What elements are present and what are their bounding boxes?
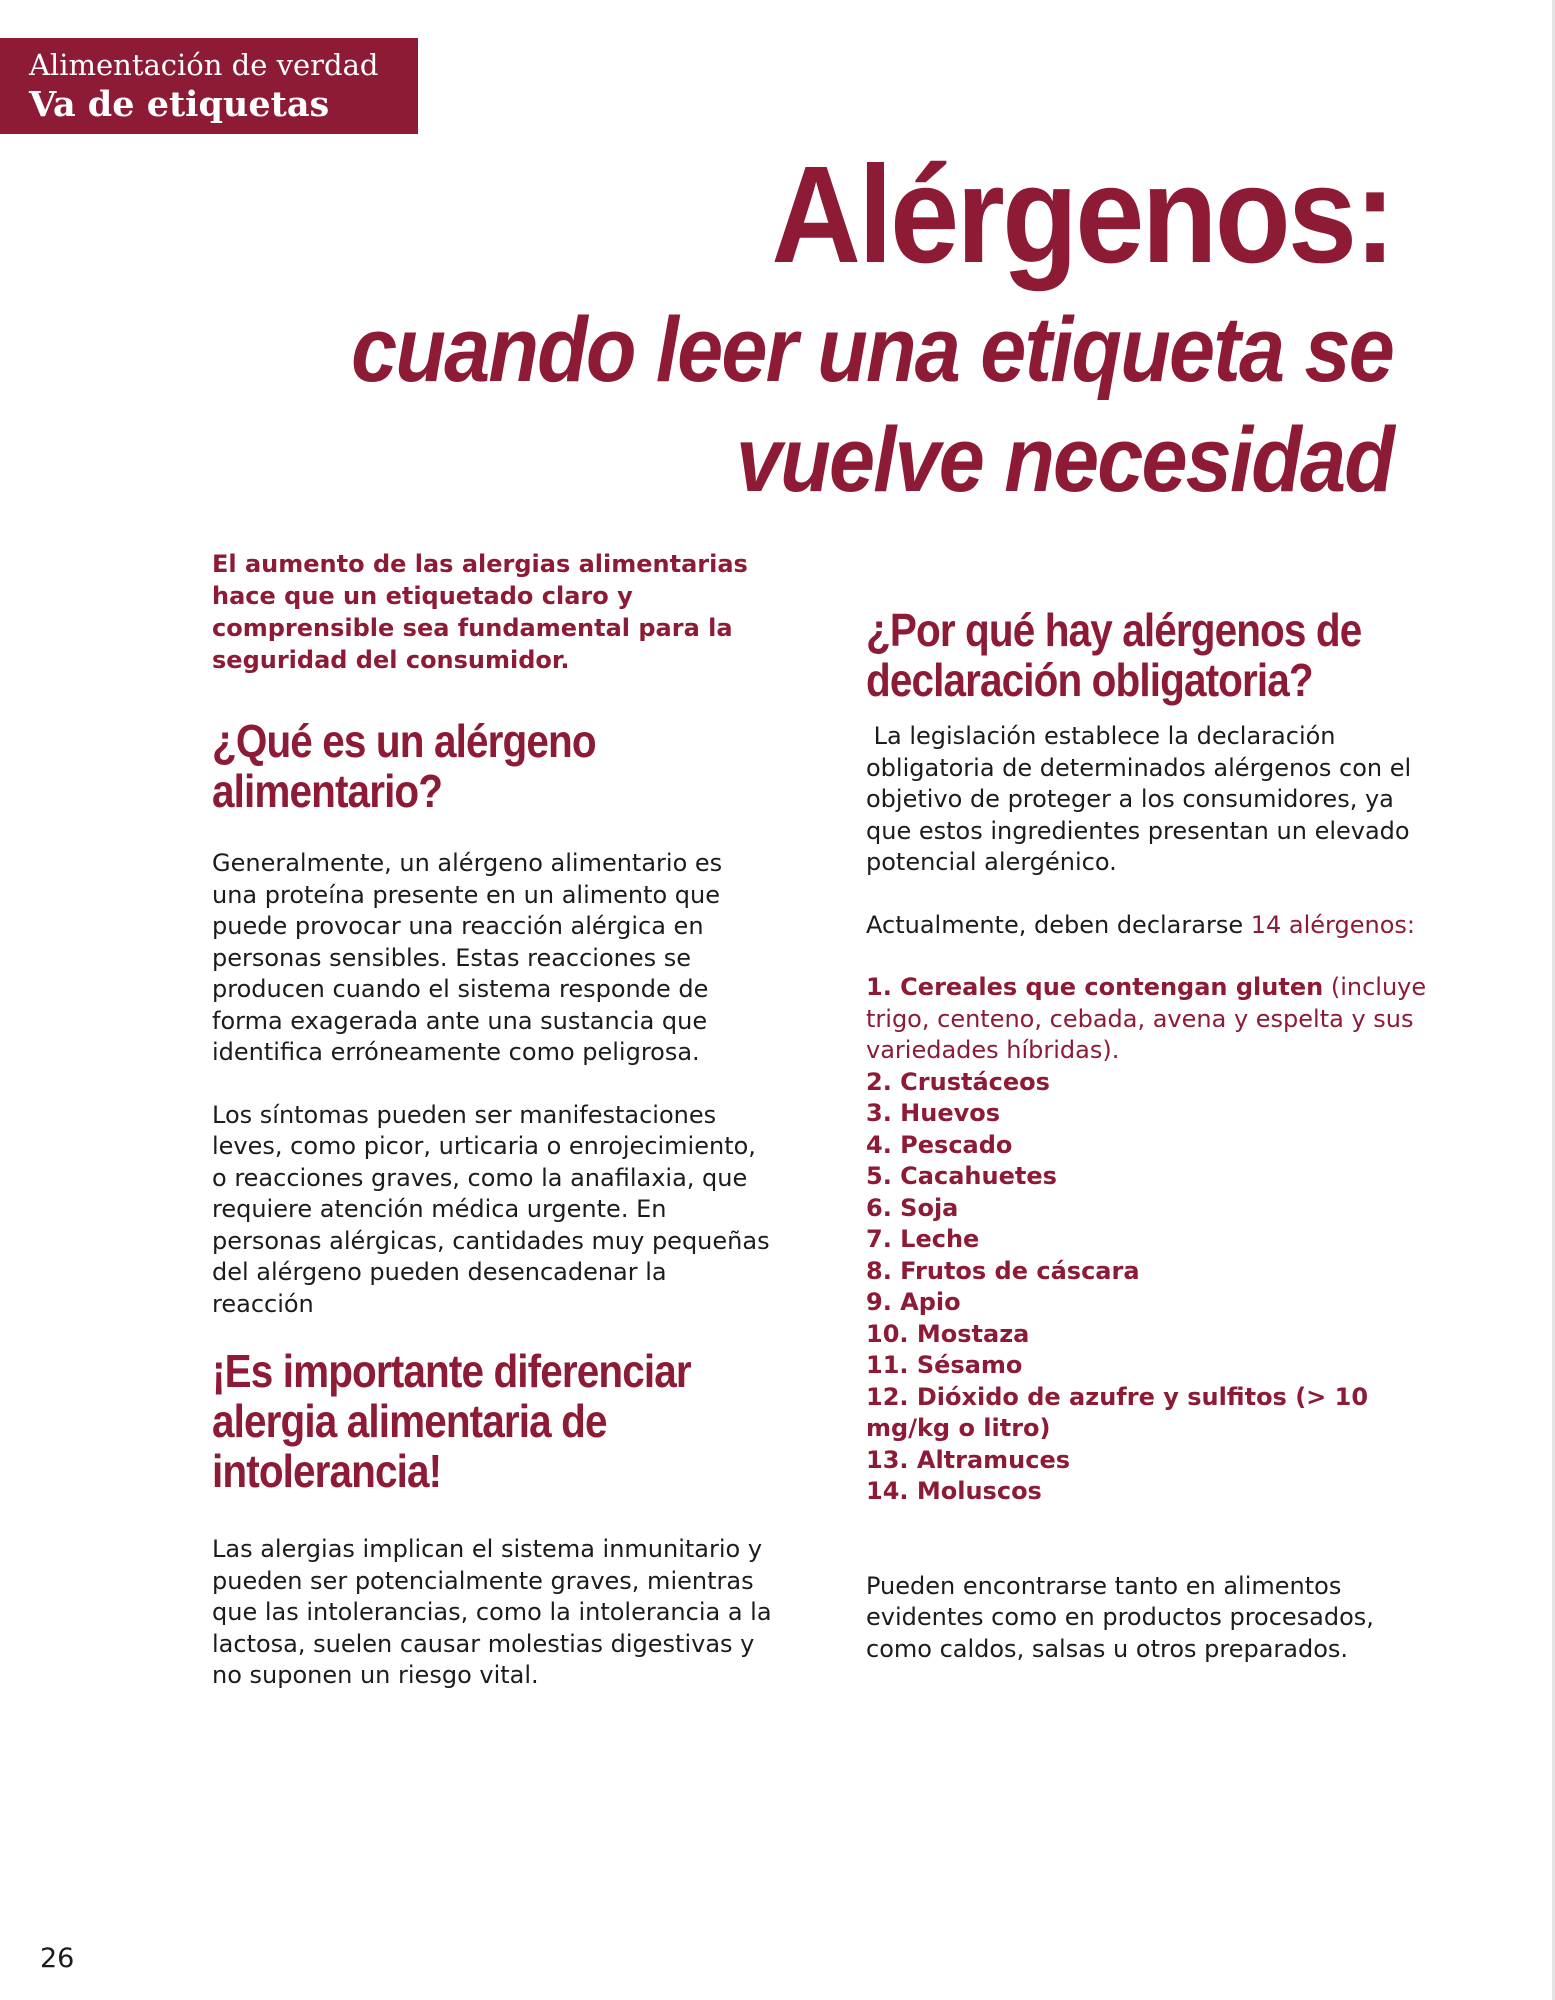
allergen-label: 5. Cacahuetes [866,1162,1057,1190]
headline-sub-line-1: cuando leer una etiqueta se [351,299,1393,401]
allergen-label: 3. Huevos [866,1099,1001,1127]
allergen-item [866,1067,1446,1099]
allergen-item [866,1193,1446,1225]
heading-line: alergia alimentaria de [212,1395,607,1447]
allergen-list [866,972,1446,1508]
question-mandatory-allergens [866,605,1376,705]
lead-paragraph: El aumento de las alergias alimentarias hace que un etiquetado claro y comprensible sea fundamental para la seguridad del consumidor. [212,550,748,674]
heading-line: declaración obligatoria? [866,654,1313,706]
allergen-label: 4. Pescado [866,1130,1013,1159]
allergen-item [866,972,1446,1067]
legislation-text: La legislación establece la declaración obligatoria de determinados alérgenos con el objetivo de proteger a los consumidores, ya que estos ingredientes presentan un elevado potencial alergénico. [866,722,1412,876]
allergen-label: 2. Crustáceos [866,1067,1050,1096]
allergen-note: (incluye trigo, centeno, cebada, avena y espelta y sus variedades híbridas). [866,973,1427,1064]
allergen-item [866,1130,1446,1162]
allergen-label: 11. Sésamo [866,1351,1023,1379]
allergen-label: 12. Dióxido de azufre y sulfitos (> 10 mg/kg o litro) [866,1382,1369,1442]
section-tab [0,38,418,134]
allergen-count-paragraph [866,910,1446,942]
allergen-item [866,1098,1446,1130]
heading-line: ¿Por qué hay alérgenos de [866,604,1362,656]
allergen-label: 14. Moluscos [866,1477,1042,1505]
heading-line: ¡Es importante diferenciar [212,1345,691,1397]
closing-paragraph: Pueden encontrarse tanto en alimentos evidentes como en productos procesados, como caldos, salsas u otros preparados. [866,1571,1374,1663]
allergen-item [866,1445,1446,1477]
right-column [866,605,1446,1665]
allergen-label: 6. Soja [866,1193,959,1222]
heading-line: intolerancia! [212,1445,442,1497]
question-what-is-allergen [212,716,705,816]
allergen-label: 13. Altramuces [866,1445,1071,1474]
legislation-paragraph [866,721,1446,879]
allergen-item [866,1382,1446,1445]
left-column [212,548,772,1692]
headline-sub-line-2: vuelve necesidad [736,409,1393,511]
heading-allergy-vs-intolerance [212,1346,705,1496]
allergen-label: 7. Leche [866,1225,980,1253]
allergen-item [866,1350,1446,1382]
allergen-item [866,1476,1446,1508]
page-number: 26 [40,1943,75,1974]
allergen-count-prefix: Actualmente, deben declararse [866,910,1251,939]
allergen-count: 14 alérgenos: [1250,910,1415,939]
symptoms-paragraph: Los síntomas pueden ser manifestaciones leves, como picor, urticaria o enrojecimiento, o reacciones graves, como la anafilaxia, que requiere atención médica urgente. En personas alérgicas, cantidades muy pequeñas del alérgeno pueden desencadenar la reacción [212,1100,770,1318]
section-title: Va de etiquetas [29,84,330,125]
allergen-label: 9. Apio [866,1288,961,1316]
definition-paragraph: Generalmente, un alérgeno alimentario es una proteína presente en un alimento que puede provocar una reacción alérgica en personas sensibles. Estas reacciones se producen cuando el sistema responde de forma exagerada ante una sustancia que identifica erróneamente como peligrosa. [212,849,723,1066]
allergen-label: 10. Mostaza [866,1319,1030,1348]
allergen-item [866,1161,1446,1193]
headline [143,135,1393,515]
section-kicker: Alimentación de verdad [29,48,379,82]
allergen-label: 1. Cereales que contengan gluten [866,973,1324,1001]
allergen-item [866,1287,1446,1319]
heading-line: ¿Qué es un alérgeno [212,715,596,767]
allergen-item [866,1319,1446,1351]
allergen-item [866,1224,1446,1256]
headline-main: Alérgenos: [771,138,1393,292]
heading-line: alimentario? [212,765,443,817]
allergy-vs-intolerance-paragraph: Las alergias implican el sistema inmunitario y pueden ser potencialmente graves, mientras que las intolerancias, como la intolerancia a la lactosa, suelen causar molestias digestivas y no suponen un riesgo vital. [212,1535,772,1689]
allergen-item [866,1256,1446,1288]
allergen-label: 8. Frutos de cáscara [866,1256,1140,1285]
